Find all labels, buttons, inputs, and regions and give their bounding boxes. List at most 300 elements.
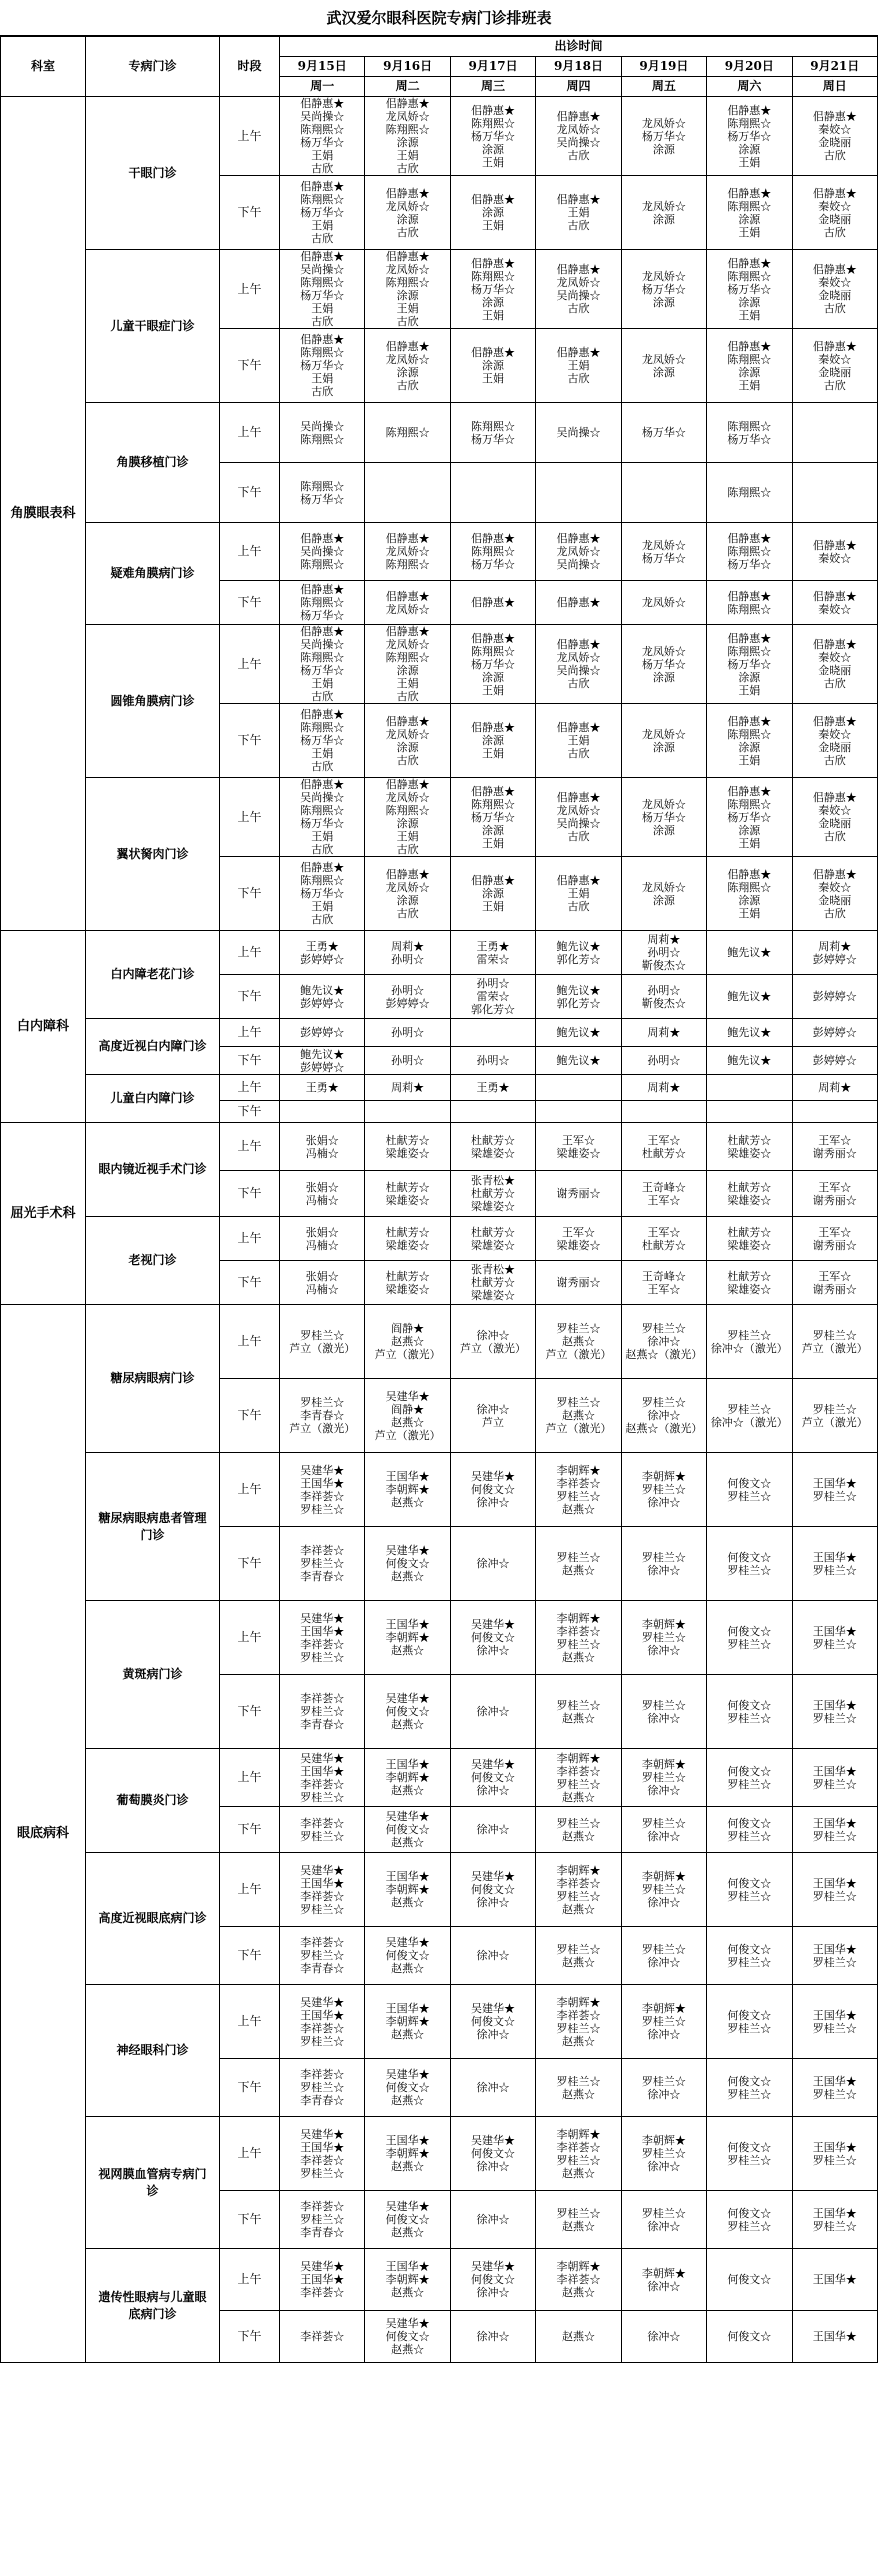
doctor-cell: [707, 857, 792, 931]
doctor-cell: [365, 523, 450, 581]
doctor-name: 杨万华☆: [471, 432, 516, 446]
doctor-cell: [707, 2249, 792, 2311]
doctor-name: 芦立（激光）: [801, 1415, 868, 1429]
doctor-name: 杨万华☆: [300, 359, 345, 372]
doctor-name: 梁雄姿☆: [727, 1238, 772, 1252]
doctor-name: 赵燕☆: [391, 1496, 425, 1509]
doctor-name: 罗桂兰☆: [812, 1955, 857, 1969]
doctor-name: 孙明☆: [476, 1054, 510, 1067]
doctor-name: 徐冲☆: [647, 1784, 681, 1797]
doctor-cell: [365, 1601, 450, 1675]
doctor-cell: [280, 1601, 365, 1675]
doctor-cell: [536, 1305, 621, 1379]
doctor-name: 徐冲☆: [647, 1496, 681, 1509]
doctor-name: 罗桂兰☆: [556, 1396, 601, 1409]
doctor-cell: [450, 1379, 535, 1453]
doctor-cell: [365, 1101, 450, 1123]
doctor-name: 杨万华☆: [727, 129, 772, 143]
doctor-name: 古欣: [567, 302, 590, 315]
doctor-name: 何俊文☆: [471, 1631, 516, 1644]
doctor-cell: [450, 2059, 535, 2117]
schedule-row: [1, 1853, 878, 1927]
doctor-cell: [280, 1527, 365, 1601]
doctor-name: 吴建华★: [385, 1936, 430, 1949]
doctor-cell: [280, 931, 365, 975]
doctor-name: 佀静惠★: [300, 708, 345, 721]
doctor-name: 杨万华☆: [727, 282, 772, 296]
weekday-header: 周一: [280, 77, 365, 97]
doctor-name: 王勇★: [476, 939, 510, 953]
doctor-cell: [707, 1453, 792, 1527]
doctor-cell: [365, 1379, 450, 1453]
doctor-cell: [280, 1217, 365, 1261]
doctor-name: 陈翔熙☆: [300, 479, 345, 493]
doctor-cell: [536, 463, 621, 523]
doctor-name: 罗桂兰☆: [727, 1489, 772, 1503]
doctor-name: 佀静惠★: [812, 538, 857, 552]
doctor-name: 李朝辉★: [385, 2015, 430, 2028]
doctor-name: 罗桂兰☆: [556, 1489, 601, 1503]
doctor-name: 涂源: [738, 365, 761, 379]
doctor-name: 李朝辉★: [641, 2266, 686, 2280]
doctor-name: 杨万华☆: [471, 657, 516, 671]
doctor-cell: [280, 1453, 365, 1527]
doctor-name: 罗桂兰☆: [727, 1955, 772, 1969]
doctor-cell: [365, 1171, 450, 1217]
doctor-cell: [621, 1927, 706, 1985]
doctor-cell: [792, 857, 877, 931]
doctor-cell: [621, 931, 706, 975]
period-cell: 上午: [220, 1853, 280, 1927]
doctor-name: 秦姣☆: [818, 123, 852, 136]
doctor-cell: [450, 329, 535, 403]
doctor-name: 龙凤娇☆: [641, 596, 686, 609]
doctor-name: 佀静惠★: [471, 631, 516, 645]
doctor-name: 罗桂兰☆: [300, 2213, 345, 2226]
doctor-name: 王勇★: [476, 1081, 510, 1094]
doctor-name: 何俊文☆: [727, 1816, 772, 1830]
doctor-cell: [621, 329, 706, 403]
doctor-cell: [365, 1927, 450, 1985]
doctor-cell: [792, 329, 877, 403]
doctor-name: 佀静惠★: [385, 714, 430, 728]
doctor-name: 罗桂兰☆: [300, 2081, 345, 2094]
doctor-name: 佀静惠★: [727, 867, 772, 881]
doctor-name: 鲍先议★: [556, 1054, 601, 1067]
period-cell: 下午: [220, 2059, 280, 2117]
doctor-cell: [792, 1379, 877, 1453]
doctor-name: 罗桂兰☆: [727, 2153, 772, 2167]
doctor-cell: [536, 1675, 621, 1749]
doctor-name: 杜献芳☆: [471, 1276, 516, 1289]
doctor-cell: [707, 1123, 792, 1171]
doctor-name: 古欣: [823, 677, 846, 690]
doctor-cell: [536, 1101, 621, 1123]
doctor-cell: [707, 1853, 792, 1927]
doctor-name: 王国华★: [812, 2074, 857, 2088]
doctor-name: 赵燕☆: [561, 1829, 595, 1843]
doctor-name: 王娟: [738, 836, 761, 850]
doctor-cell: [280, 329, 365, 403]
doctor-name: 李青春☆: [300, 1718, 345, 1731]
doctor-name: 李朝辉★: [385, 1883, 430, 1896]
doctor-name: 彭婷婷☆: [812, 1026, 857, 1039]
doctor-name: 杜献芳☆: [385, 1225, 430, 1239]
doctor-name: 金晓丽: [818, 740, 852, 754]
schedule-row: [1, 97, 878, 176]
doctor-name: 佀静惠★: [300, 861, 345, 874]
doctor-name: 鲍先议★: [556, 1026, 601, 1039]
doctor-cell: [280, 1985, 365, 2059]
doctor-name: 王娟: [738, 906, 761, 920]
doctor-cell: [707, 1019, 792, 1047]
doctor-cell: [280, 1075, 365, 1101]
doctor-cell: [621, 1749, 706, 1807]
doctor-cell: [450, 1047, 535, 1075]
doctor-cell: [536, 2191, 621, 2249]
doctor-cell: [280, 1101, 365, 1123]
doctor-name: 吴尚操☆: [300, 791, 345, 804]
doctor-name: 李祥荟☆: [300, 2153, 345, 2167]
doctor-cell: [621, 857, 706, 931]
doctor-name: 李祥荟☆: [556, 1876, 601, 1890]
doctor-name: 吴建华★: [471, 1470, 516, 1483]
doctor-name: 何俊文☆: [727, 2008, 772, 2022]
doctor-name: 何俊文☆: [727, 1942, 772, 1956]
doctor-name: 赵燕☆: [561, 2087, 595, 2101]
doctor-cell: [792, 2249, 877, 2311]
doctor-cell: [365, 1019, 450, 1047]
doctor-name: 古欣: [567, 747, 590, 760]
doctor-cell: [536, 704, 621, 778]
doctor-name: 王娟: [311, 747, 334, 760]
doctor-name: 陈翔熙☆: [727, 797, 772, 811]
doctor-name: 徐冲☆: [647, 1955, 681, 1969]
doctor-name: 何俊文☆: [471, 2273, 516, 2286]
doctor-name: 赵燕☆: [561, 1335, 595, 1348]
doctor-name: 吴尚操☆: [300, 263, 345, 276]
doctor-cell: [707, 931, 792, 975]
doctor-name: 佀静惠★: [727, 532, 772, 545]
doctor-cell: [621, 1101, 706, 1123]
doctor-name: 罗桂兰☆: [300, 1949, 345, 1962]
doctor-cell: [280, 1019, 365, 1047]
doctor-name: 王娟: [738, 753, 761, 767]
doctor-name: 王军☆: [647, 1193, 681, 1207]
doctor-name: 何俊文☆: [727, 2330, 772, 2343]
doctor-name: 佀静惠★: [812, 110, 857, 123]
doctor-name: 王国华★: [300, 2273, 345, 2286]
doctor-name: 郭化芳☆: [556, 996, 601, 1010]
doctor-name: 佀静惠★: [385, 589, 430, 603]
doctor-name: 罗桂兰☆: [300, 1650, 345, 1664]
doctor-name: 龙凤娇☆: [385, 110, 430, 123]
doctor-name: 谢秀丽☆: [812, 1146, 857, 1160]
doctor-name: 罗桂兰☆: [812, 1563, 857, 1577]
doctor-name: 吴尚操☆: [556, 426, 601, 439]
doctor-name: 赵燕☆: [391, 1836, 425, 1849]
doctor-name: 佀静惠★: [556, 874, 601, 887]
doctor-name: 吴建华★: [471, 1758, 516, 1771]
doctor-cell: [707, 1379, 792, 1453]
doctor-name: 陈翔熙☆: [385, 651, 430, 664]
doctor-name: 龙凤娇☆: [385, 263, 430, 276]
time-header: 出诊时间: [280, 37, 878, 57]
doctor-name: 吴建华★: [385, 1810, 430, 1823]
doctor-name: 靳俊杰☆: [641, 959, 686, 972]
doctor-name: 杨万华☆: [641, 129, 686, 143]
doctor-name: 古欣: [396, 690, 419, 703]
doctor-name: 王娟: [482, 683, 505, 697]
doctor-name: 罗桂兰☆: [300, 1557, 345, 1570]
doctor-cell: [536, 581, 621, 625]
doctor-name: 罗桂兰☆: [556, 2206, 601, 2220]
doctor-name: 王国华★: [385, 1870, 430, 1883]
doctor-cell: [450, 250, 535, 329]
doctor-cell: [792, 1123, 877, 1171]
doctor-name: 龙凤娇☆: [641, 880, 686, 894]
doctor-cell: [792, 250, 877, 329]
doctor-name: 秦姣☆: [818, 602, 852, 616]
doctor-name: 王军☆: [818, 1269, 852, 1283]
doctor-name: 罗桂兰☆: [641, 1322, 686, 1335]
doctor-name: 佀静惠★: [812, 263, 857, 276]
doctor-cell: [450, 975, 535, 1019]
doctor-name: 佀静惠★: [300, 180, 345, 193]
doctor-name: 古欣: [311, 315, 334, 328]
period-cell: 下午: [220, 1527, 280, 1601]
doctor-name: 古欣: [823, 149, 846, 162]
doctor-name: 佀静惠★: [556, 791, 601, 804]
doctor-name: 赵燕☆: [391, 2286, 425, 2299]
doctor-name: 涂源: [738, 670, 761, 684]
doctor-name: 古欣: [567, 677, 590, 690]
doctor-name: 陈翔熙☆: [471, 797, 516, 811]
doctor-name: 罗桂兰☆: [727, 1711, 772, 1725]
doctor-name: 周莉★: [818, 939, 852, 953]
period-cell: 下午: [220, 1927, 280, 1985]
doctor-name: 徐冲☆: [476, 2160, 510, 2173]
doctor-name: 李朝辉★: [385, 1483, 430, 1496]
doctor-name: 李朝辉★: [385, 1631, 430, 1644]
doctor-cell: [792, 1807, 877, 1853]
doctor-cell: [365, 463, 450, 523]
doctor-cell: [707, 2117, 792, 2191]
doctor-name: 李朝辉★: [641, 2002, 686, 2015]
doctor-cell: [365, 1305, 450, 1379]
doctor-name: 佀静惠★: [300, 583, 345, 596]
doctor-name: 徐冲☆: [647, 2279, 681, 2293]
doctor-name: 陈翔熙☆: [385, 804, 430, 817]
doctor-name: 孙明☆: [476, 977, 510, 990]
doctor-name: 佀静惠★: [727, 631, 772, 645]
doctor-cell: [365, 2117, 450, 2191]
doctor-name: 彭婷婷☆: [812, 952, 857, 966]
doctor-name: 杨万华☆: [300, 664, 345, 677]
doctor-name: 何俊文☆: [385, 2213, 430, 2226]
doctor-cell: [280, 463, 365, 523]
doctor-name: 李朝辉★: [556, 1995, 601, 2009]
doctor-name: 赵燕☆: [561, 1502, 595, 1516]
doctor-name: 李青春☆: [300, 1962, 345, 1975]
doctor-name: 徐冲☆: [476, 2286, 510, 2299]
doctor-name: 何俊文☆: [385, 1823, 430, 1836]
doctor-cell: [450, 1601, 535, 1675]
doctor-cell: [365, 2191, 450, 2249]
doctor-name: 赵燕☆: [561, 2034, 595, 2048]
doctor-name: 罗桂兰☆: [300, 1705, 345, 1718]
doctor-name: 佀静惠★: [385, 532, 430, 545]
doctor-cell: [280, 1261, 365, 1305]
clinic-cell: 糖尿病眼病门诊: [86, 1305, 220, 1453]
doctor-cell: [280, 2249, 365, 2311]
doctor-name: 梁雄姿☆: [471, 1289, 516, 1302]
doctor-name: 佀静惠★: [556, 193, 601, 206]
doctor-cell: [792, 463, 877, 523]
doctor-name: 杜献芳☆: [385, 1180, 430, 1194]
doctor-name: 佀静惠★: [300, 625, 345, 638]
doctor-name: 赵燕☆: [391, 1644, 425, 1657]
doctor-cell: [365, 1807, 450, 1853]
doctor-cell: [365, 176, 450, 250]
doctor-name: 李朝辉★: [641, 2134, 686, 2147]
doctor-name: 赵燕☆: [561, 2286, 595, 2299]
doctor-cell: [621, 2191, 706, 2249]
doctor-name: 古欣: [311, 162, 334, 175]
doctor-cell: [365, 931, 450, 975]
doctor-cell: [536, 1927, 621, 1985]
doctor-name: 杜献芳☆: [727, 1133, 772, 1147]
doctor-name: 古欣: [567, 219, 590, 232]
doctor-name: 秦姣☆: [818, 276, 852, 289]
doctor-cell: [365, 1123, 450, 1171]
doctor-name: 李祥荟☆: [300, 2021, 345, 2035]
doctor-cell: [536, 1601, 621, 1675]
doctor-name: 徐冲☆: [476, 1644, 510, 1657]
doctor-name: 王国华★: [812, 1476, 857, 1490]
doctor-cell: [536, 1123, 621, 1171]
doctor-cell: [707, 1807, 792, 1853]
doctor-cell: [621, 176, 706, 250]
doctor-name: 芦立: [482, 1415, 505, 1429]
doctor-cell: [707, 1217, 792, 1261]
doctor-name: 芦立（激光）: [374, 1348, 441, 1361]
doctor-name: 罗桂兰☆: [812, 1328, 857, 1342]
doctor-cell: [792, 1527, 877, 1601]
weekday-header: 周四: [536, 77, 621, 97]
doctor-name: 梁雄姿☆: [556, 1238, 601, 1252]
schedule-row: [1, 1749, 878, 1807]
doctor-name: 吴建华★: [385, 2200, 430, 2213]
doctor-name: 赵燕☆: [391, 2028, 425, 2041]
doctor-name: 佀静惠★: [556, 596, 601, 609]
doctor-name: 吴建华★: [300, 2260, 345, 2273]
doctor-name: 龙凤娇☆: [385, 791, 430, 804]
doctor-name: 何俊文☆: [727, 1476, 772, 1490]
clinic-cell: 翼状胬肉门诊: [86, 778, 220, 931]
clinic-cell: 遗传性眼病与儿童眼底病门诊: [86, 2249, 220, 2363]
doctor-name: 杜献芳☆: [471, 1225, 516, 1239]
doctor-name: 吴建华★: [300, 2127, 345, 2141]
doctor-name: 涂源: [652, 893, 675, 907]
clinic-cell: 疑难角膜病门诊: [86, 523, 220, 625]
doctor-name: 李青春☆: [300, 1409, 345, 1422]
doctor-name: 罗桂兰☆: [641, 1771, 686, 1784]
doctor-cell: [280, 857, 365, 931]
doctor-cell: [707, 1675, 792, 1749]
doctor-name: 李青春☆: [300, 2226, 345, 2239]
doctor-cell: [536, 857, 621, 931]
doctor-name: 金晓丽: [818, 212, 852, 226]
doctor-name: 罗桂兰☆: [556, 1698, 601, 1712]
doctor-name: 杜献芳☆: [471, 1187, 516, 1200]
doctor-cell: [365, 625, 450, 704]
doctor-name: 李朝辉★: [556, 2127, 601, 2141]
doctor-name: 佀静惠★: [471, 103, 516, 117]
doctor-cell: [450, 1807, 535, 1853]
doctor-name: 王国华★: [385, 1618, 430, 1631]
doctor-cell: [707, 2059, 792, 2117]
doctor-cell: [536, 176, 621, 250]
doctor-cell: [792, 931, 877, 975]
clinic-cell: 黄斑病门诊: [86, 1601, 220, 1749]
doctor-name: 陈翔熙☆: [385, 558, 430, 571]
doctor-cell: [707, 523, 792, 581]
doctor-name: 李祥荟☆: [300, 1692, 345, 1705]
doctor-name: 古欣: [311, 232, 334, 245]
clinic-cell: 眼内镜近视手术门诊: [86, 1123, 220, 1217]
doctor-name: 古欣: [567, 830, 590, 843]
doctor-name: 李朝辉★: [556, 1463, 601, 1477]
doctor-cell: [621, 704, 706, 778]
dept-header: 科室: [1, 37, 86, 97]
doctor-name: 孙明☆: [391, 1026, 425, 1039]
doctor-name: 涂源: [738, 212, 761, 226]
doctor-name: 赵燕☆: [561, 1563, 595, 1577]
doctor-cell: [792, 1075, 877, 1101]
doctor-name: 王国华★: [385, 2002, 430, 2015]
doctor-name: 佀静惠★: [556, 346, 601, 359]
doctor-name: 芦立（激光）: [801, 1341, 868, 1355]
doctor-name: 徐冲☆: [647, 1563, 681, 1577]
doctor-name: 罗桂兰☆: [727, 1777, 772, 1791]
doctor-name: 佀静惠★: [556, 638, 601, 651]
doctor-cell: [450, 1749, 535, 1807]
doctor-name: 佀静惠★: [300, 532, 345, 545]
doctor-cell: [621, 1601, 706, 1675]
doctor-name: 古欣: [823, 378, 846, 392]
doctor-name: 赵燕☆: [391, 1415, 425, 1429]
doctor-name: 陈翔熙☆: [385, 123, 430, 136]
doctor-cell: [707, 250, 792, 329]
doctor-cell: [280, 1047, 365, 1075]
doctor-name: 罗桂兰☆: [812, 1889, 857, 1903]
doctor-name: 周莉★: [647, 1026, 681, 1039]
doctor-name: 佀静惠★: [556, 721, 601, 734]
doctor-name: 佀静惠★: [812, 339, 857, 353]
doctor-name: 佀静惠★: [385, 186, 430, 200]
doctor-name: 何俊文☆: [727, 1876, 772, 1890]
doctor-cell: [450, 1305, 535, 1379]
doctor-name: 古欣: [396, 315, 419, 328]
period-cell: 上午: [220, 523, 280, 581]
doctor-name: 吴建华★: [471, 2134, 516, 2147]
doctor-name: 何俊文☆: [727, 2074, 772, 2088]
doctor-cell: [450, 1853, 535, 1927]
doctor-name: 罗桂兰☆: [727, 1563, 772, 1577]
doctor-name: 古欣: [311, 690, 334, 703]
period-cell: 下午: [220, 704, 280, 778]
